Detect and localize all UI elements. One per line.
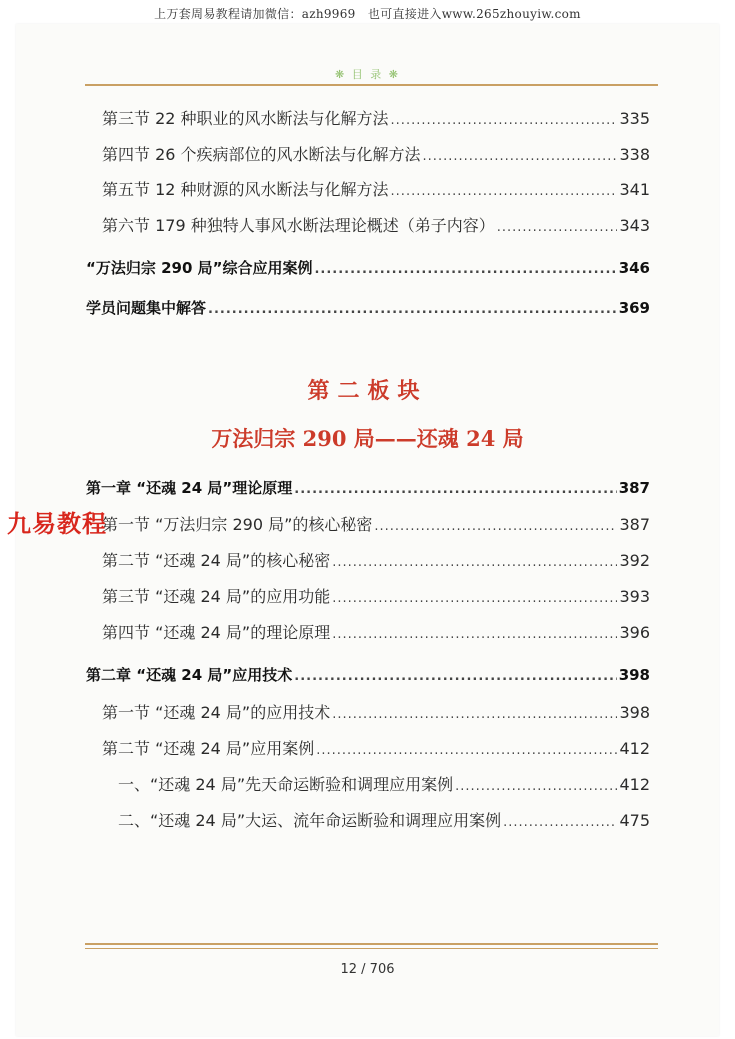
leader-dots — [294, 669, 616, 684]
leader-dots — [497, 220, 618, 235]
toc-entry-label: 第二节 “还魂 24 局”的核心秘密 — [102, 551, 331, 570]
toc-entry[interactable] — [102, 177, 650, 201]
toc-entry-page: 387 — [619, 515, 650, 534]
toc-entry-label: 二、“还魂 24 局”大运、流年命运断验和调理应用案例 — [118, 811, 502, 830]
toc-entry[interactable] — [118, 808, 650, 832]
leader-dots — [391, 184, 618, 199]
leader-dots — [332, 591, 617, 606]
toc-entry-label: 第五节 12 种财源的风水断法与化解方法 — [102, 180, 389, 199]
toc-entry-label: 第三节 22 种职业的风水断法与化解方法 — [102, 109, 389, 128]
leader-dots — [374, 519, 617, 534]
toc-entry-label: 第三节 “还魂 24 局”的应用功能 — [102, 587, 331, 606]
toc-entry-page: 392 — [619, 551, 650, 570]
toc-entry[interactable] — [86, 297, 650, 321]
toc-entry-page: 398 — [619, 703, 650, 722]
leader-dots — [316, 743, 617, 758]
header-rule — [85, 84, 658, 86]
leader-dots — [208, 302, 617, 317]
toc-entry[interactable] — [102, 213, 650, 237]
toc-entry-label: 第一节 “万法归宗 290 局”的核心秘密 — [102, 515, 373, 534]
leader-dots — [332, 555, 617, 570]
toc-entry-page: 412 — [619, 739, 650, 758]
toc-entry-label: “万法归宗 290 局”综合应用案例 — [86, 259, 313, 277]
toc-entry-page: 398 — [618, 666, 650, 684]
toc-entry[interactable] — [86, 477, 650, 501]
leader-dots — [455, 779, 617, 794]
footer-rule-thin — [85, 948, 658, 949]
section-header: ❋ 目 录 ❋ — [335, 68, 400, 81]
leader-dots — [332, 627, 617, 642]
toc-entry-page: 335 — [619, 109, 650, 128]
toc-entry[interactable] — [102, 584, 650, 608]
leader-dots — [314, 262, 616, 277]
toc-entry-page: 369 — [618, 299, 650, 317]
page-number: 12 / 706 — [340, 962, 395, 977]
toc-entry-page: 393 — [619, 587, 650, 606]
toc-entry-label: 第四节 26 个疾病部位的风水断法与化解方法 — [102, 145, 421, 164]
block-title: 第二板块 — [307, 378, 428, 404]
toc-entry-label: 第二节 “还魂 24 局”应用案例 — [102, 739, 315, 758]
toc-entry-page: 343 — [619, 216, 650, 235]
toc-entry[interactable] — [102, 736, 650, 760]
leader-dots — [423, 149, 618, 164]
toc-entry-page: 346 — [618, 259, 650, 277]
top-watermark-text: 上万套周易教程请加微信：azh9969 也可直接进入www.265zhouyiw.com — [154, 7, 581, 21]
leader-dots — [294, 482, 616, 497]
toc-entry-label: 第二章 “还魂 24 局”应用技术 — [86, 666, 293, 684]
toc-entry[interactable] — [102, 548, 650, 572]
toc-entry-page: 396 — [619, 623, 650, 642]
toc-entry-page: 475 — [619, 811, 650, 830]
toc-entry-label: 一、“还魂 24 局”先天命运断验和调理应用案例 — [118, 775, 454, 794]
toc-entry-label: 第一节 “还魂 24 局”的应用技术 — [102, 703, 331, 722]
toc-entry[interactable] — [102, 512, 650, 536]
toc-entry-page: 412 — [619, 775, 650, 794]
leader-dots — [503, 815, 617, 830]
leader-dots — [391, 113, 618, 128]
toc-entry[interactable] — [102, 620, 650, 644]
toc-entry[interactable] — [102, 142, 650, 166]
block-subtitle: 万法归宗 290 局——还魂 24 局 — [211, 426, 524, 451]
toc-entry[interactable] — [86, 257, 650, 281]
toc-entry-page: 341 — [619, 180, 650, 199]
toc-entry-page: 338 — [619, 145, 650, 164]
leader-dots — [332, 707, 617, 722]
stamp-watermark: 九易教程 — [7, 510, 107, 538]
toc-entry[interactable] — [86, 664, 650, 688]
toc-entry-label: 第一章 “还魂 24 局”理论原理 — [86, 479, 293, 497]
toc-entry-label: 第四节 “还魂 24 局”的理论原理 — [102, 623, 331, 642]
toc-entry-label: 第六节 179 种独特人事风水断法理论概述（弟子内容） — [102, 216, 495, 235]
footer-rule — [85, 943, 658, 945]
toc-entry-label: 学员问题集中解答 — [86, 299, 207, 317]
toc-entry[interactable] — [118, 772, 650, 796]
toc-entry[interactable] — [102, 700, 650, 724]
toc-entry-page: 387 — [618, 479, 650, 497]
toc-entry[interactable] — [102, 106, 650, 130]
